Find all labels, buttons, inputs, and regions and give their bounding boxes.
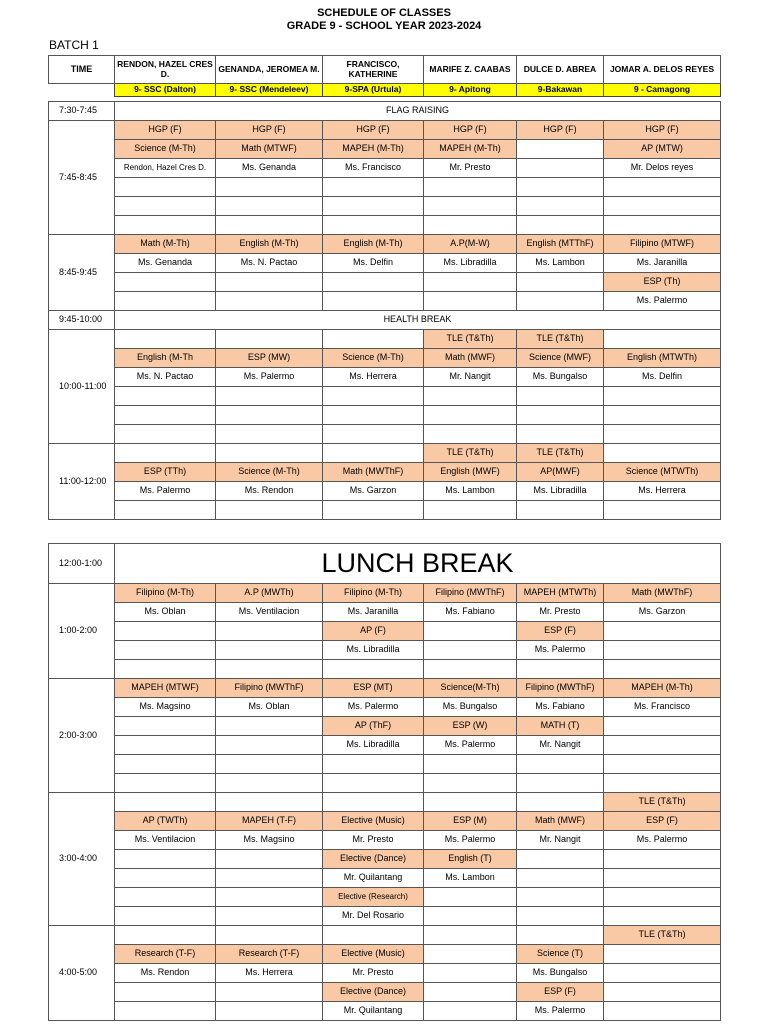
empty-cell [517,159,604,178]
teacher-cell: Ms. Bungalso [517,964,604,983]
empty-cell [517,755,604,774]
subject-cell: English (M-Th) [323,235,424,254]
teacher-cell: Ms. Garzon [323,482,424,501]
empty-cell [115,926,216,945]
subject-cell: Science(M-Th) [424,679,517,698]
empty-cell [517,774,604,793]
empty-cell [323,406,424,425]
empty-cell [216,273,323,292]
teacher-cell: Ms. N. Pactao [115,368,216,387]
empty-cell [604,736,721,755]
empty-cell [115,983,216,1002]
empty-cell [424,1002,517,1021]
teacher-cell: Ms. Magsino [115,698,216,717]
empty-cell [604,869,721,888]
section-label: 9-SPA (Urtula) [323,84,424,97]
empty-cell [517,888,604,907]
empty-cell [216,888,323,907]
empty-cell [424,888,517,907]
subject-cell: MATH (T) [517,717,604,736]
empty-cell [216,793,323,812]
empty-cell [424,964,517,983]
empty-cell [424,755,517,774]
teacher-cell: Ms. Lambon [424,482,517,501]
subject-cell: ESP (F) [517,983,604,1002]
subject-cell: AP(MWF) [517,463,604,482]
time-slot: 2:00-3:00 [49,679,115,793]
subject-cell: Science (MTWTh) [604,463,721,482]
empty-cell [604,444,721,463]
time-slot: 1:00-2:00 [49,584,115,679]
teacher-cell: Mr. Nangit [424,368,517,387]
subject-cell: English (T) [424,850,517,869]
teacher-cell: Mr. Presto [323,964,424,983]
empty-cell [323,793,424,812]
empty-cell [517,869,604,888]
empty-cell [604,641,721,660]
teacher-cell: Ms. Bungalso [424,698,517,717]
subject-cell: TLE (T&Th) [517,330,604,349]
subject-cell: Filipino (M-Th) [323,584,424,603]
subject-cell: English (M-Th) [216,235,323,254]
subject-cell: ESP (W) [424,717,517,736]
empty-cell [115,178,216,197]
subject-cell: MAPEH (T-F) [216,812,323,831]
empty-cell [517,197,604,216]
subject-cell: TLE (T&Th) [424,330,517,349]
empty-cell [216,926,323,945]
empty-cell [115,425,216,444]
empty-cell [424,907,517,926]
time-slot: 9:45-10:00 [49,311,115,330]
empty-cell [323,926,424,945]
lunch-break-label: LUNCH BREAK [115,544,721,584]
time-slot: 4:00-5:00 [49,926,115,1021]
empty-cell [216,292,323,311]
empty-cell [115,197,216,216]
empty-cell [115,774,216,793]
empty-cell [604,330,721,349]
section-label: 9-Bakawan [517,84,604,97]
teacher-cell: Ms. Herrera [216,964,323,983]
empty-cell [115,888,216,907]
teacher-cell: Ms. Palermo [517,1002,604,1021]
teacher-header: RENDON, HAZEL CRES D. [115,56,216,84]
empty-cell [216,622,323,641]
subject-cell: Math (M-Th) [115,235,216,254]
empty-cell [115,660,216,679]
section-spacer [49,84,115,97]
empty-cell [517,425,604,444]
empty-cell [216,178,323,197]
empty-cell [604,406,721,425]
empty-cell [323,387,424,406]
subject-cell: AP (MTW) [604,140,721,159]
teacher-header: GENANDA, JEROMEA M. [216,56,323,84]
teacher-cell: Ms. Jaranilla [604,254,721,273]
subject-cell: HGP (F) [216,121,323,140]
subject-cell: ESP (MT) [323,679,424,698]
teacher-cell: Rendon, Hazel Cres D. [115,159,216,178]
empty-cell [216,755,323,774]
empty-cell [115,717,216,736]
empty-cell [424,406,517,425]
empty-cell [604,216,721,235]
teacher-cell: Ms. Libradilla [323,641,424,660]
teacher-cell: Ms. Palermo [424,736,517,755]
empty-cell [216,444,323,463]
empty-cell [424,660,517,679]
teacher-cell: Mr. Presto [517,603,604,622]
subject-cell: Math (MWThF) [323,463,424,482]
subject-cell: MAPEH (M-Th) [323,140,424,159]
empty-cell [115,216,216,235]
subject-cell: AP (TWTh) [115,812,216,831]
subject-cell: English (M-Th [115,349,216,368]
subject-cell: Research (T-F) [216,945,323,964]
time-slot: 8:45-9:45 [49,235,115,311]
empty-cell [216,983,323,1002]
subject-cell: Research (T-F) [115,945,216,964]
document-subtitle: GRADE 9 - SCHOOL YEAR 2023-2024 [286,20,482,32]
empty-cell [323,425,424,444]
teacher-cell: Ms. Fabiano [517,698,604,717]
subject-cell: HGP (F) [115,121,216,140]
empty-cell [216,406,323,425]
teacher-cell: Ms. Libradilla [424,254,517,273]
teacher-cell: Ms. Lambon [424,869,517,888]
teacher-cell: Ms. Genanda [216,159,323,178]
subject-cell: Math (MWThF) [604,584,721,603]
empty-cell [216,736,323,755]
empty-cell [604,983,721,1002]
empty-cell [216,774,323,793]
subject-cell: Science (M-Th) [216,463,323,482]
time-slot: 12:00-1:00 [49,544,115,584]
teacher-cell: Mr. Nangit [517,736,604,755]
empty-cell [216,216,323,235]
empty-cell [216,387,323,406]
empty-cell [604,850,721,869]
empty-cell [115,292,216,311]
subject-cell: English (MWF) [424,463,517,482]
teacher-cell: Ms. Magsino [216,831,323,850]
empty-cell [323,501,424,520]
empty-cell [115,1002,216,1021]
subject-cell: English (MTThF) [517,235,604,254]
subject-cell: HGP (F) [517,121,604,140]
teacher-cell: Ms. Palermo [216,368,323,387]
empty-cell [115,387,216,406]
teacher-header: MARIFE Z. CAABAS [424,56,517,84]
subject-cell: TLE (T&Th) [604,926,721,945]
empty-cell [323,273,424,292]
empty-cell [323,197,424,216]
subject-cell: English (MTWTh) [604,349,721,368]
empty-cell [517,501,604,520]
empty-cell [517,273,604,292]
time-slot: 7:30-7:45 [49,102,115,121]
empty-cell [115,793,216,812]
document-title: SCHEDULE OF CLASSES [317,7,451,19]
empty-cell [216,641,323,660]
section-label: 9- SSC (Mendeleev) [216,84,323,97]
empty-cell [424,425,517,444]
teacher-cell: Ms. Palermo [323,698,424,717]
subject-cell: Elective (Dance) [323,850,424,869]
empty-cell [604,1002,721,1021]
teacher-cell: Ms. Palermo [115,482,216,501]
section-label: 9- SSC (Dalton) [115,84,216,97]
subject-cell: TLE (T&Th) [517,444,604,463]
empty-cell [424,387,517,406]
break-label: FLAG RAISING [115,102,721,121]
subject-cell: HGP (F) [424,121,517,140]
empty-cell [517,387,604,406]
empty-cell [115,444,216,463]
subject-cell: HGP (F) [323,121,424,140]
empty-cell [604,178,721,197]
teacher-header: FRANCISCO, KATHERINE [323,56,424,84]
empty-cell [323,444,424,463]
teacher-cell: Ms. Francisco [604,698,721,717]
teacher-cell: Ms. Palermo [424,831,517,850]
empty-cell [604,660,721,679]
empty-cell [216,907,323,926]
empty-cell [424,197,517,216]
teacher-cell: Ms. Libradilla [323,736,424,755]
subject-cell: TLE (T&Th) [424,444,517,463]
subject-cell: ESP (Th) [604,273,721,292]
empty-cell [115,736,216,755]
empty-cell [115,850,216,869]
empty-cell [517,660,604,679]
empty-cell [424,216,517,235]
empty-cell [517,406,604,425]
teacher-cell: Ms. Palermo [517,641,604,660]
section-label: 9- Apitong [424,84,517,97]
empty-cell [517,907,604,926]
empty-cell [323,178,424,197]
teacher-cell: Ms. Palermo [604,831,721,850]
empty-cell [604,622,721,641]
empty-cell [604,387,721,406]
empty-cell [604,501,721,520]
empty-cell [604,907,721,926]
teacher-header: DULCE D. ABREA [517,56,604,84]
subject-cell: ESP (F) [604,812,721,831]
subject-cell: MAPEH (M-Th) [604,679,721,698]
teacher-cell: Mr. Quilantang [323,869,424,888]
empty-cell [424,774,517,793]
empty-cell [323,216,424,235]
teacher-cell: Ms. Ventilacion [115,831,216,850]
teacher-cell: Mr. Del Rosario [323,907,424,926]
empty-cell [517,793,604,812]
subject-cell: ESP (M) [424,812,517,831]
empty-cell [216,717,323,736]
teacher-cell: Ms. N. Pactao [216,254,323,273]
empty-cell [216,660,323,679]
empty-cell [115,622,216,641]
empty-cell [604,774,721,793]
empty-cell [604,945,721,964]
empty-cell [216,869,323,888]
empty-cell [424,178,517,197]
empty-cell [424,945,517,964]
teacher-header: JOMAR A. DELOS REYES [604,56,721,84]
subject-cell: Elective (Music) [323,945,424,964]
teacher-cell: Ms. Rendon [216,482,323,501]
subject-cell: Filipino (MWThF) [424,584,517,603]
empty-cell [604,717,721,736]
subject-cell: Science (M-Th) [115,140,216,159]
empty-cell [517,850,604,869]
empty-cell [517,140,604,159]
subject-cell: AP (ThF) [323,717,424,736]
subject-cell: Filipino (M-Th) [115,584,216,603]
empty-cell [115,907,216,926]
empty-cell [604,425,721,444]
subject-cell: Math (MTWF) [216,140,323,159]
subject-cell: Filipino (MWThF) [517,679,604,698]
empty-cell [424,292,517,311]
schedule-table-morning [48,55,721,520]
empty-cell [216,501,323,520]
teacher-cell: Ms. Herrera [604,482,721,501]
time-slot: 11:00-12:00 [49,444,115,520]
empty-cell [115,869,216,888]
teacher-cell: Ms. Delfin [604,368,721,387]
subject-cell: Filipino (MWThF) [216,679,323,698]
subject-cell: ESP (MW) [216,349,323,368]
break-label: HEALTH BREAK [115,311,721,330]
empty-cell [604,197,721,216]
empty-cell [323,755,424,774]
subject-cell: Science (M-Th) [323,349,424,368]
teacher-cell: Ms. Oblan [115,603,216,622]
teacher-cell: Ms. Herrera [323,368,424,387]
empty-cell [323,292,424,311]
empty-cell [115,330,216,349]
empty-cell [424,273,517,292]
empty-cell [604,755,721,774]
empty-cell [216,197,323,216]
empty-cell [323,330,424,349]
subject-cell: MAPEH (MTWTh) [517,584,604,603]
empty-cell [424,641,517,660]
batch-label: BATCH 1 [49,38,99,52]
teacher-cell: Ms. Libradilla [517,482,604,501]
subject-cell: MAPEH (MTWF) [115,679,216,698]
empty-cell [424,622,517,641]
subject-cell: HGP (F) [604,121,721,140]
empty-cell [424,793,517,812]
subject-cell: ESP (TTh) [115,463,216,482]
empty-cell [216,330,323,349]
empty-cell [517,292,604,311]
subject-cell: Math (MWF) [424,349,517,368]
subject-cell: A.P (MWTh) [216,584,323,603]
subject-cell: Elective (Dance) [323,983,424,1002]
teacher-cell: Ms. Palermo [604,292,721,311]
subject-cell: A.P(M-W) [424,235,517,254]
empty-cell [115,641,216,660]
teacher-cell: Mr. Quilantang [323,1002,424,1021]
empty-cell [115,755,216,774]
empty-cell [604,964,721,983]
teacher-cell: Ms. Garzon [604,603,721,622]
empty-cell [517,216,604,235]
teacher-cell: Ms. Genanda [115,254,216,273]
subject-cell: TLE (T&Th) [604,793,721,812]
teacher-cell: Ms. Lambon [517,254,604,273]
subject-cell: Elective (Music) [323,812,424,831]
teacher-cell: Ms. Francisco [323,159,424,178]
teacher-cell: Ms. Rendon [115,964,216,983]
teacher-cell: Ms. Ventilacion [216,603,323,622]
section-label: 9 - Camagong [604,84,721,97]
empty-cell [216,1002,323,1021]
time-slot: 3:00-4:00 [49,793,115,926]
subject-cell: Elective (Research) [323,888,424,907]
teacher-cell: Ms. Delfin [323,254,424,273]
empty-cell [604,888,721,907]
empty-cell [115,501,216,520]
empty-cell [517,178,604,197]
empty-cell [517,926,604,945]
teacher-cell: Mr. Delos reyes [604,159,721,178]
teacher-cell: Ms. Bungalso [517,368,604,387]
teacher-cell: Ms. Oblan [216,698,323,717]
empty-cell [323,660,424,679]
subject-cell: Math (MWF) [517,812,604,831]
empty-cell [424,983,517,1002]
empty-cell [216,425,323,444]
subject-cell: AP (F) [323,622,424,641]
teacher-cell: Mr. Presto [424,159,517,178]
subject-cell: Filipino (MTWF) [604,235,721,254]
time-slot: 7:45-8:45 [49,121,115,235]
time-column-header: TIME [49,56,115,84]
empty-cell [323,774,424,793]
subject-cell: Science (T) [517,945,604,964]
empty-cell [424,501,517,520]
schedule-table-afternoon [48,543,721,1021]
teacher-cell: Mr. Nangit [517,831,604,850]
time-slot: 10:00-11:00 [49,330,115,444]
subject-cell: Science (MWF) [517,349,604,368]
teacher-cell: Ms. Fabiano [424,603,517,622]
teacher-cell: Ms. Jaranilla [323,603,424,622]
empty-cell [115,273,216,292]
subject-cell: ESP (F) [517,622,604,641]
empty-cell [115,406,216,425]
teacher-cell: Mr. Presto [323,831,424,850]
empty-cell [424,926,517,945]
empty-cell [216,850,323,869]
subject-cell: MAPEH (M-Th) [424,140,517,159]
